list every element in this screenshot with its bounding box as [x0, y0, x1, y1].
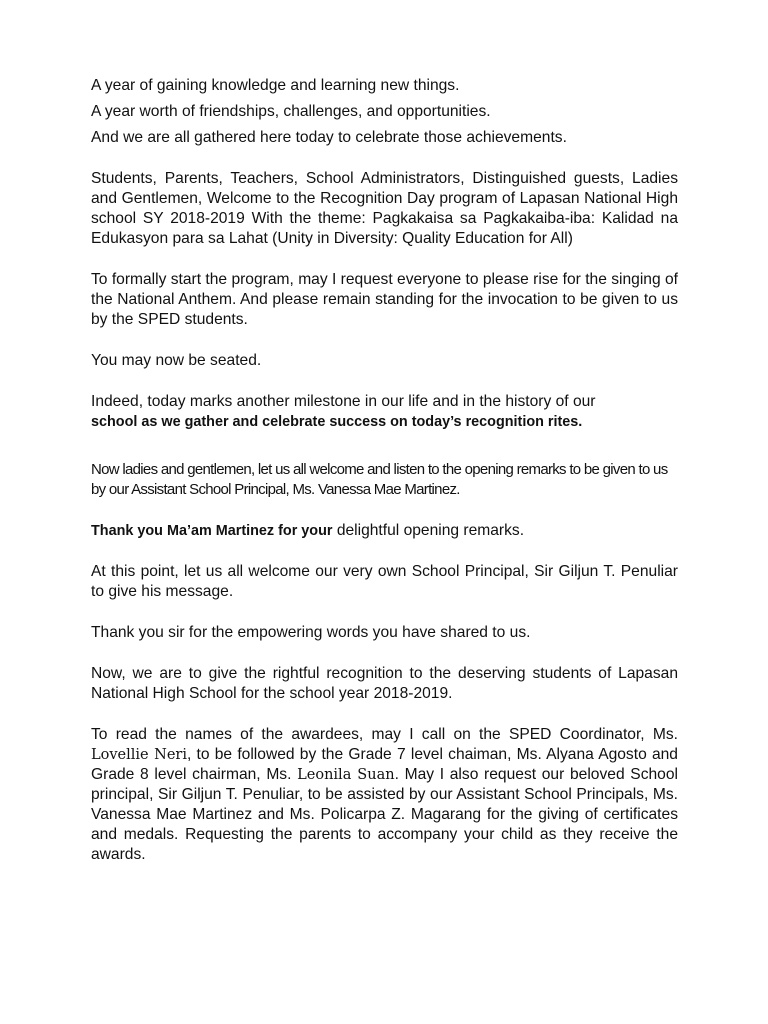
awardees-text-2: , to be followed by the Grade 7 level chaiman, Ms. Alyana Agosto and Grade 8 level chairman, Ms. [91, 746, 678, 783]
intro-line-2: A year worth of friendships, challenges, and opportunities. [91, 103, 491, 120]
recognition-paragraph: Now, we are to give the rightful recognition to the deserving students of Lapasan National High School for the school year 2018-2019. [91, 665, 678, 702]
milestone-line-1: Indeed, today marks another milestone in our life and in the history of our [91, 393, 596, 410]
awardee-name-suan: Leonila Suan [297, 767, 395, 783]
program-script [91, 76, 678, 865]
thank-sir-line: Thank you sir for the empowering words you have shared to us. [91, 624, 531, 641]
seated-line: You may now be seated. [91, 352, 262, 369]
awardees-text-1: To read the names of the awardees, may I call on the SPED Coordinator, Ms. [91, 726, 678, 743]
thank-martinez-rest: delightful opening remarks. [332, 522, 525, 539]
principal-message-paragraph: At this point, let us all welcome our very own School Principal, Sir Giljun T. Penuliar to give his message. [91, 563, 678, 600]
thank-martinez-paragraph [91, 521, 678, 541]
milestone-line-2: school as we gather and celebrate success on today’s recognition rites. [91, 414, 583, 430]
anthem-paragraph: To formally start the program, may I request everyone to please rise for the singing of the National Anthem. And please remain standing for the invocation to be given to us by the SPED students. [91, 271, 678, 328]
awardees-text-3: . May I also request our beloved School principal, Sir Giljun T. Penuliar, to be assisted by our Assistant School Principals, Ms. Vanessa Mae Martinez and Ms. Policarpa Z. Magarang for the giving of certificates and medals. Requesting the parents to accompany your child as they receive the awards. [91, 766, 678, 863]
intro-line-3: And we are all gathered here today to celebrate those achievements. [91, 129, 567, 146]
opening-remarks-paragraph: Now ladies and gentlemen, let us all welcome and listen to the opening remarks to be given to us by our Assistant School Principal, Ms. Vanessa Mae Martinez. [91, 461, 668, 498]
milestone-paragraph [91, 392, 678, 432]
thank-martinez-bold: Thank you Ma’am Martinez for your [91, 523, 333, 539]
awardee-name-neri: Lovellie Neri [91, 747, 187, 763]
awardees-paragraph [91, 725, 678, 865]
welcome-paragraph: Students, Parents, Teachers, School Administrators, Distinguished guests, Ladies and Gentlemen, Welcome to the Recognition Day program of Lapasan National High school SY 2018-2019 With the theme: Pagkakaisa sa Pagkakaiba-iba: Kalidad na Edukasyon para sa Lahat (Unity in Diversity: Quality Education for All) [91, 170, 678, 247]
intro-line-1: A year of gaining knowledge and learning new things. [91, 77, 460, 94]
